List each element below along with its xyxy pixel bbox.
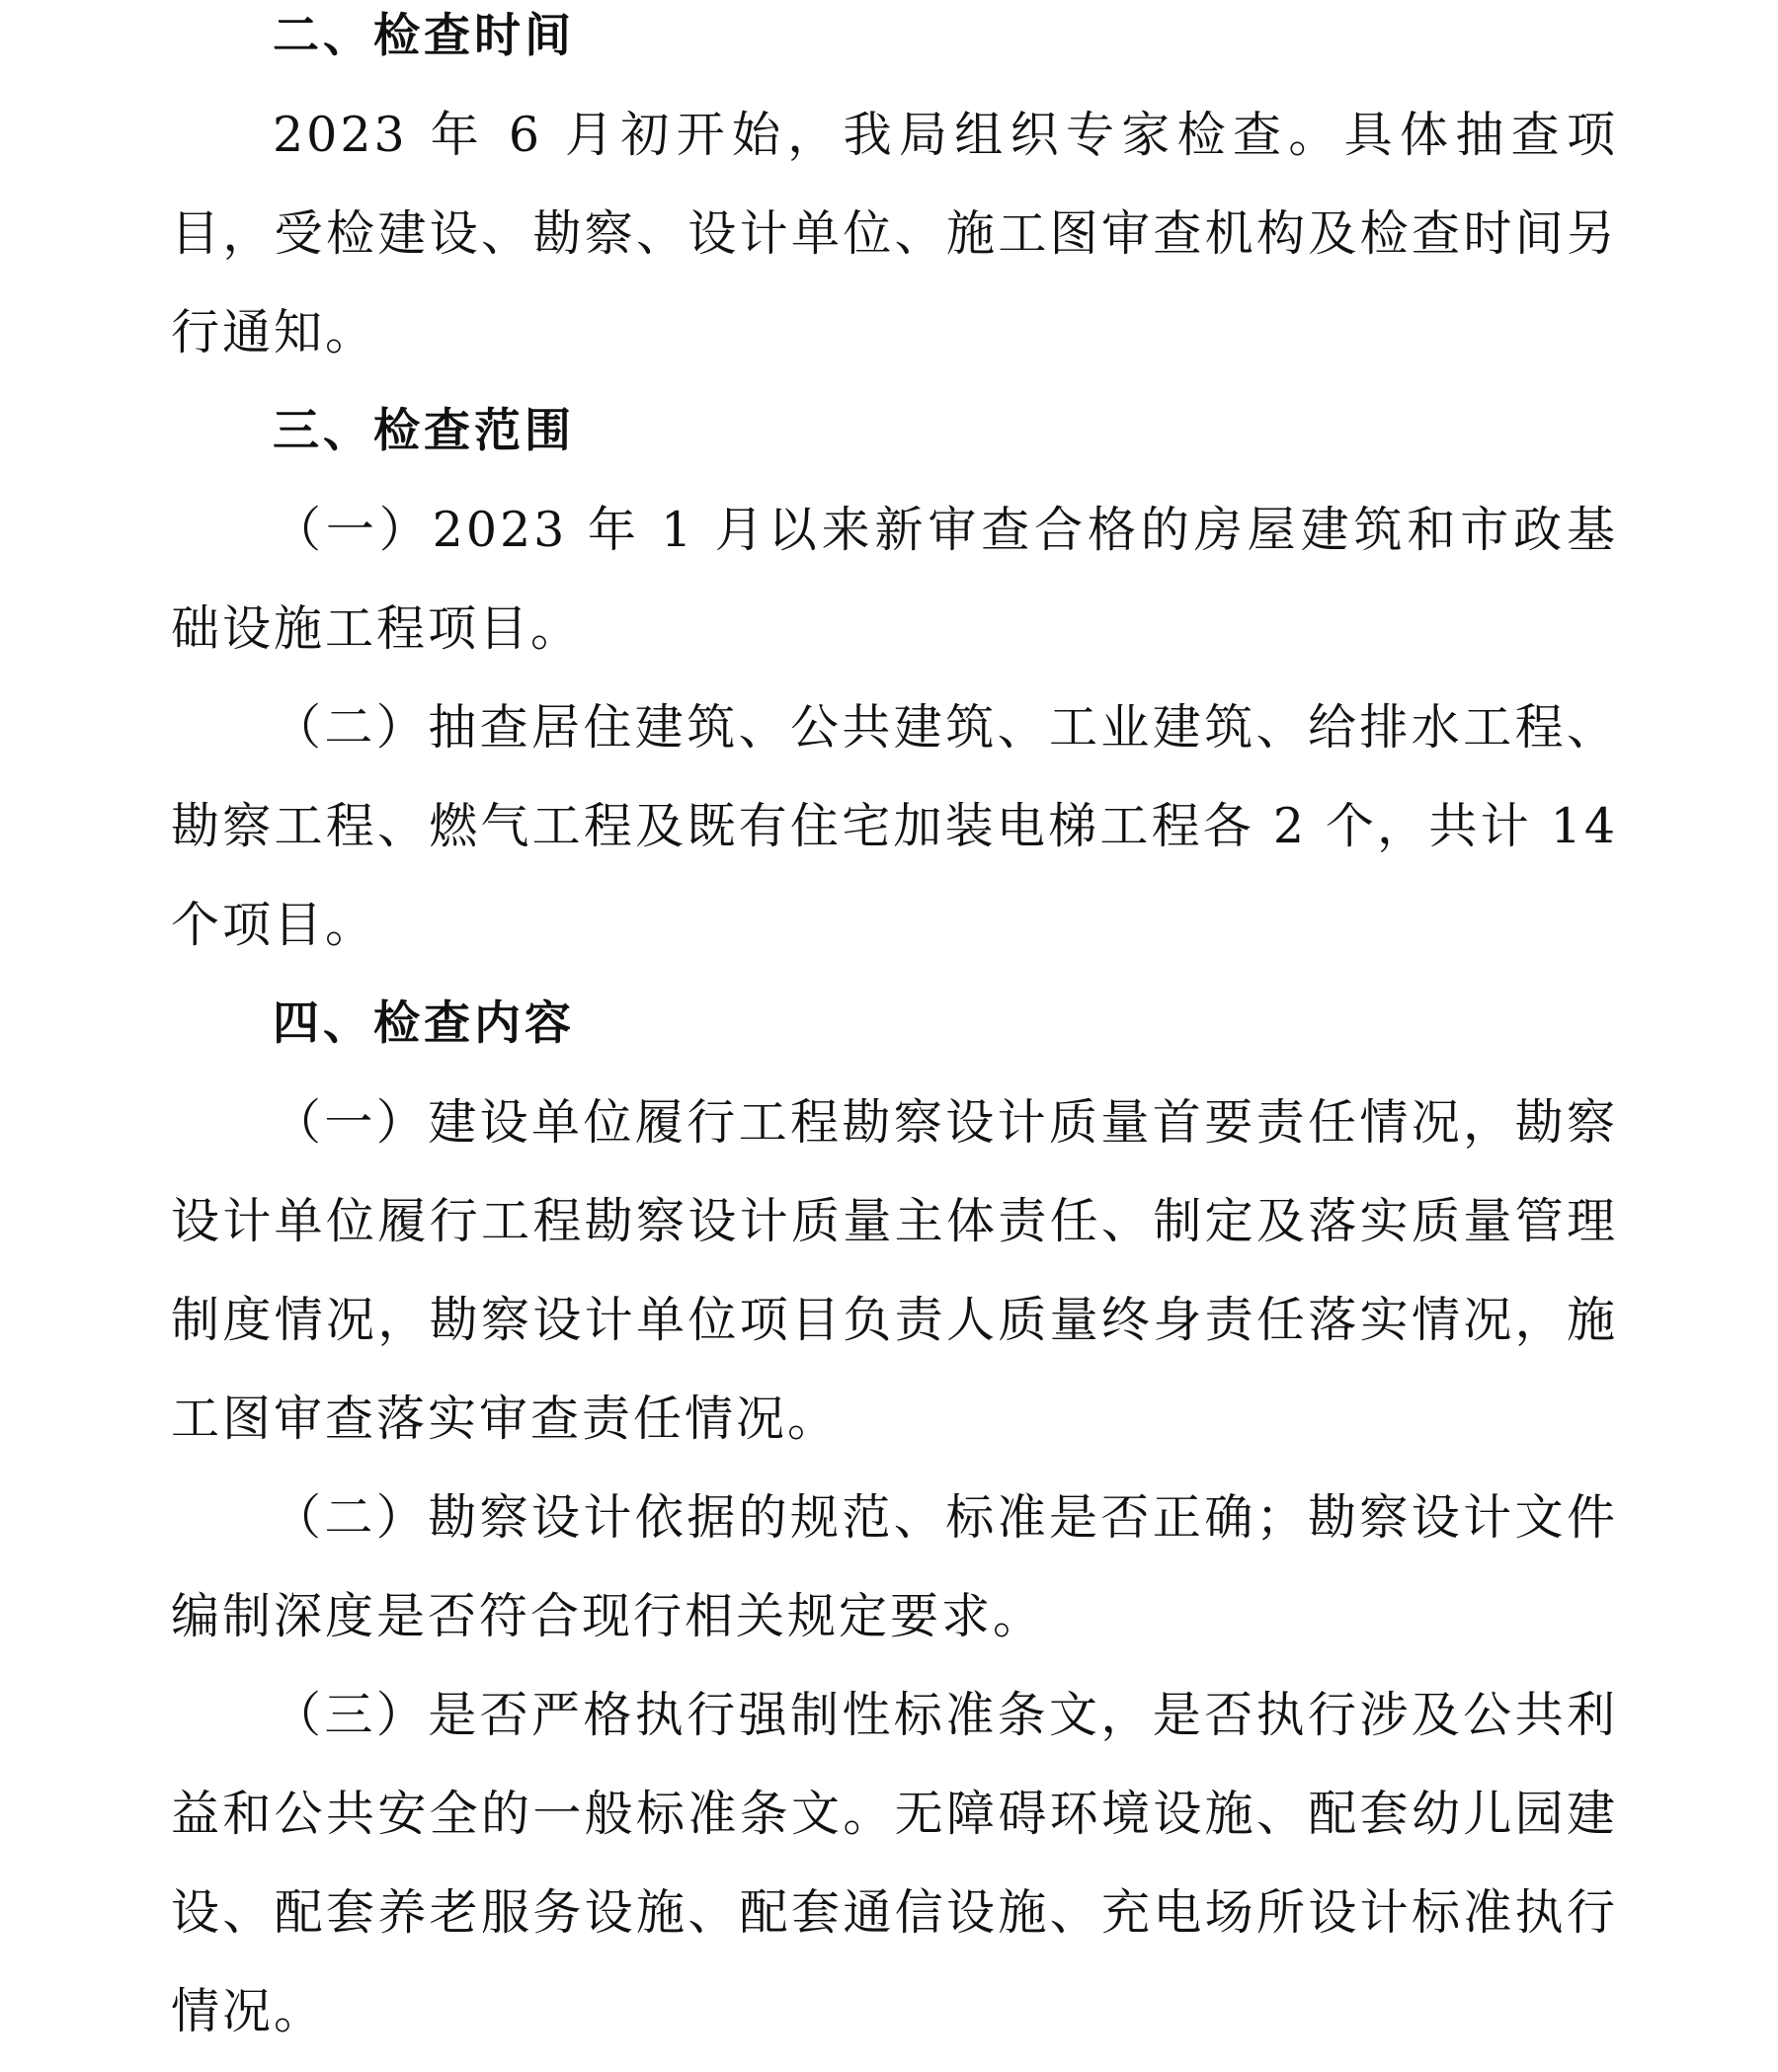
paragraph: 2023 年 6 月初开始，我局组织专家检查。具体抽查项目，受检建设、勘察、设计单位、施工图审查机构及检查时间另行通知。 — [171, 107, 1618, 360]
section-heading: 二、检查时间 — [273, 9, 575, 63]
section-inspection-content — [171, 975, 1618, 2061]
paragraph: （二）抽查居住建筑、公共建筑、工业建筑、给排水工程、勘察工程、燃气工程及既有住宅加装电梯工程各 2 个，共计 14 个项目。 — [171, 699, 1618, 953]
section-inspection-scope — [171, 382, 1618, 975]
section-heading: 四、检查内容 — [273, 996, 575, 1051]
section-inspection-time — [171, 0, 1618, 382]
paragraph: （一）2023 年 1 月以来新审查合格的房屋建筑和市政基础设施工程项目。 — [171, 502, 1618, 657]
paragraph: （三）是否严格执行强制性标准条文，是否执行涉及公共利益和公共安全的一般标准条文。无障碍环境设施、配套幼儿园建设、配套养老服务设施、配套通信设施、充电场所设计标准执行情况。 — [171, 1687, 1618, 2039]
paragraph: （二）勘察设计依据的规范、标准是否正确；勘察设计文件编制深度是否符合现行相关规定要求。 — [171, 1489, 1618, 1644]
paragraph: （一）建设单位履行工程勘察设计质量首要责任情况，勘察设计单位履行工程勘察设计质量主体责任、制定及落实质量管理制度情况，勘察设计单位项目负责人质量终身责任落实情况，施工图审查落实审查责任情况。 — [171, 1094, 1618, 1447]
section-heading: 三、检查范围 — [273, 404, 575, 458]
